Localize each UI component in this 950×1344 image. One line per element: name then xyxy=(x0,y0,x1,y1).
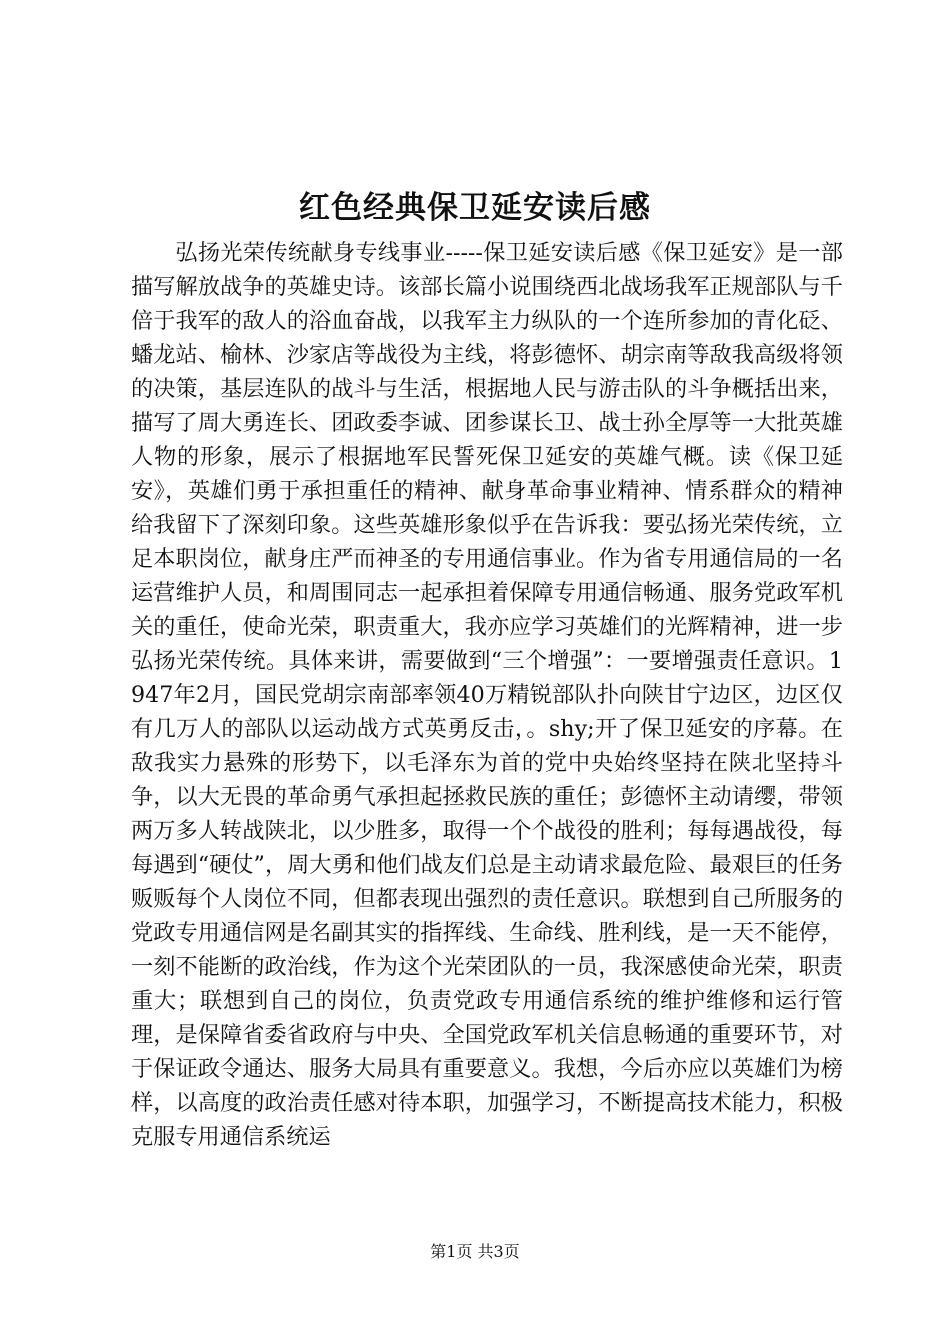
page-footer: 第1页 共3页 xyxy=(430,1242,520,1261)
document-title: 红色经典保卫延安读后感 xyxy=(299,190,651,226)
body-paragraph: 弘扬光荣传统献身专线事业-----保卫延安读后感《保卫延安》是一部描写解放战争的英雄史诗。该部长篇小说围绕西北战场我军正规部队与千倍于我军的敌人的浴血奋战，以我军主力纵队的一个连所参加的青化砭、蟠龙站、榆林、沙家店等战役为主线，将彭德怀、胡宗南等敌我高级将领的决策，基层连队的战斗与生活，根据地人民与游击队的斗争概括出来，描写了周大勇连长、团政委李诚、团参谋长卫、战士孙全厚等一大批英雄人物的形象，展示了根据地军民誓死保卫延安的英雄气概。读《保卫延安》，英雄们勇于承担重任的精神、献身革命事业精神、情系群众的精神给我留下了深刻印象。这些英雄形象似乎在告诉我：要弘扬光荣传统，立足本职岗位，献身庄严而神圣的专用通信事业。作为省专用通信局的一名运营维护人员，和周围同志一起承担着保障专用通信畅通、服务党政军机关的重任，使命光荣，职责重大，我亦应学习英雄们的光辉精神，进一步弘扬光荣传统。具体来讲，需要做到“三个增强”：一要增强责任意识。1947年2月，国民党胡宗南部率领40万精锐部队扑向陕甘宁边区，边区仅有几万人的部队以运动战方式英勇反击，。shy;开了保卫延安的序幕。在敌我实力悬殊的形势下，以毛泽东为首的党中央始终坚持在陕北坚持斗争，以大无畏的革命勇气承担起拯救民族的重任；彭德怀主动请缨，带领两万多人转战陕北，以少胜多，取得一个个战役的胜利；每每遇战役，每每遇到“硬仗”，周大勇和他们战友们总是主动请求最危险、最艰巨的任务贩贩每个人岗位不同，但都表现出强烈的责任意识。联想到自己所服务的党政专用通信网是名副其实的指挥线、生命线、胜利线，是一天不能停，一刻不能断的政治线，作为这个光荣团队的一员，我深感使命光荣，职责重大；联想到自己的岗位，负责党政专用通信系统的维护维修和运行管理，是保障省委省政府与中央、全国党政军机关信息畅通的重要环节，对于保证政令通达、服务大局具有重要意义。我想，今后亦应以英雄们为榜样，以高度的政治责任感对待本职，加强学习，不断提高技术能力，积极克服专用通信系统运 xyxy=(131,240,843,1150)
